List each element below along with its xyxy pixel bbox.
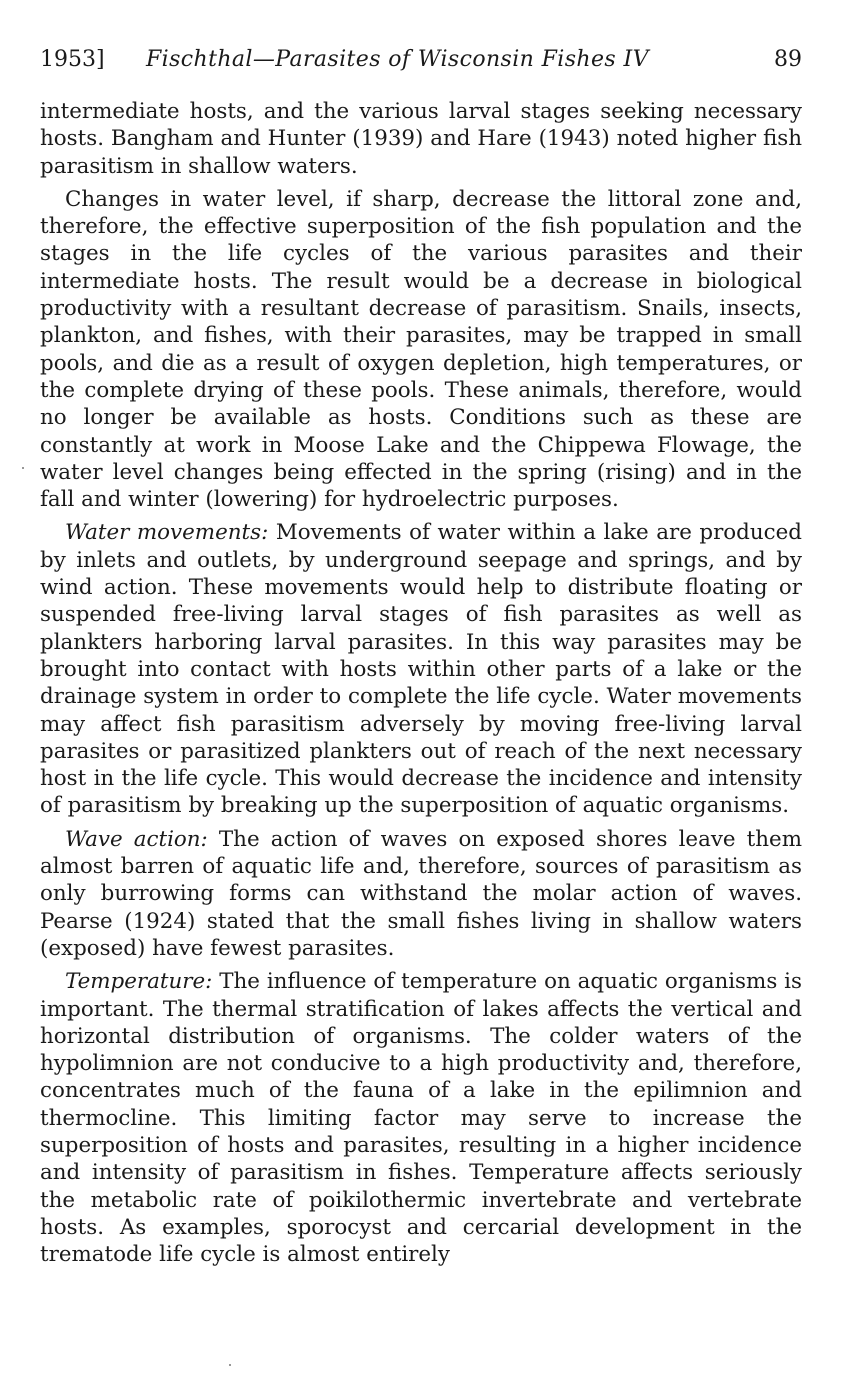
paragraph-text: The action of waves on exposed shores leave them almost barren of aquatic life and, therefore, sources of parasitism as only burrowing forms can withstand the molar action of waves. Pearse (1924) stated that the small fishes living in shallow waters (exposed) have fewest parasites. [40, 826, 802, 961]
paragraph-text: Movements of water within a lake are produced by inlets and outlets, by underground seepage and springs, and by wind action. These movements would help to distribute floating or suspended free-living larval stages of fish parasites as well as plankters harboring larval parasites. In this way parasites may be brought into contact with hosts within other parts of a lake or the drainage system in order to complete the life cycle. Water movements may affect fish parasitism adversely by moving free-living larval parasites or parasitized plankters out of reach of the next necessary host in the life cycle. This would decrease the incidence and intensity of parasitism by breaking up the superposition of aquatic organisms. [40, 520, 802, 819]
paragraph-text: intermediate hosts, and the various larval stages seeking necessary hosts. Bangham and Hunter (1939) and Hare (1943) noted higher fish parasitism in shallow waters. [40, 99, 802, 179]
paragraph-continuation [40, 98, 802, 180]
print-speck [22, 467, 24, 469]
paragraph-heading: Wave action: [65, 826, 208, 852]
paragraph-text: Changes in water level, if sharp, decrease the littoral zone and, therefore, the effective superposition of the fish population and the stages in the life cycles of the various parasites and their intermediate hosts. The result would be a decrease in biological productivity with a resultant decrease of parasitism. Snails, insects, plankton, and fishes, with their parasites, may be trapped in small pools, and die as a result of oxygen depletion, high temperatures, or the complete drying of these pools. These animals, therefore, would no longer be available as hosts. Conditions such as these are constantly at work in Moose Lake and the Chippewa Flowage, the water level changes being effected in the spring (rising) and in the fall and winter (lowering) for hydroelectric purposes. [40, 186, 802, 513]
paragraph-water-movements [40, 519, 802, 819]
paragraph-wave-action [40, 826, 802, 962]
paragraph-text: The influence of temperature on aquatic organisms is important. The thermal stratification of lakes affects the vertical and horizontal distribution of organisms. The colder waters of the hypolimnion are not conducive to a high productivity and, therefore, concentrates much of the fauna of a lake in the epilimnion and thermocline. This limiting factor may serve to increase the superposition of hosts and parasites, resulting in a higher incidence and intensity of parasitism in fishes. Temperature affects seriously the metabolic rate of poikilothermic invertebrate and vertebrate hosts. As examples, sporocyst and cercarial development in the trematode life cycle is almost entirely [40, 969, 802, 1268]
body-text [40, 98, 802, 1268]
document-page [40, 40, 802, 1274]
page-number: 89 [774, 47, 802, 72]
paragraph-water-level [40, 186, 802, 514]
paragraph-heading: Temperature: [65, 969, 213, 995]
header-year: 1953] [40, 47, 105, 72]
running-header [40, 40, 802, 80]
print-speck [229, 1364, 231, 1366]
paragraph-temperature [40, 968, 802, 1268]
paragraph-heading: Water movements: [65, 520, 269, 546]
header-running-title: Fischthal—Parasites of Wisconsin Fishes IV [146, 47, 649, 72]
